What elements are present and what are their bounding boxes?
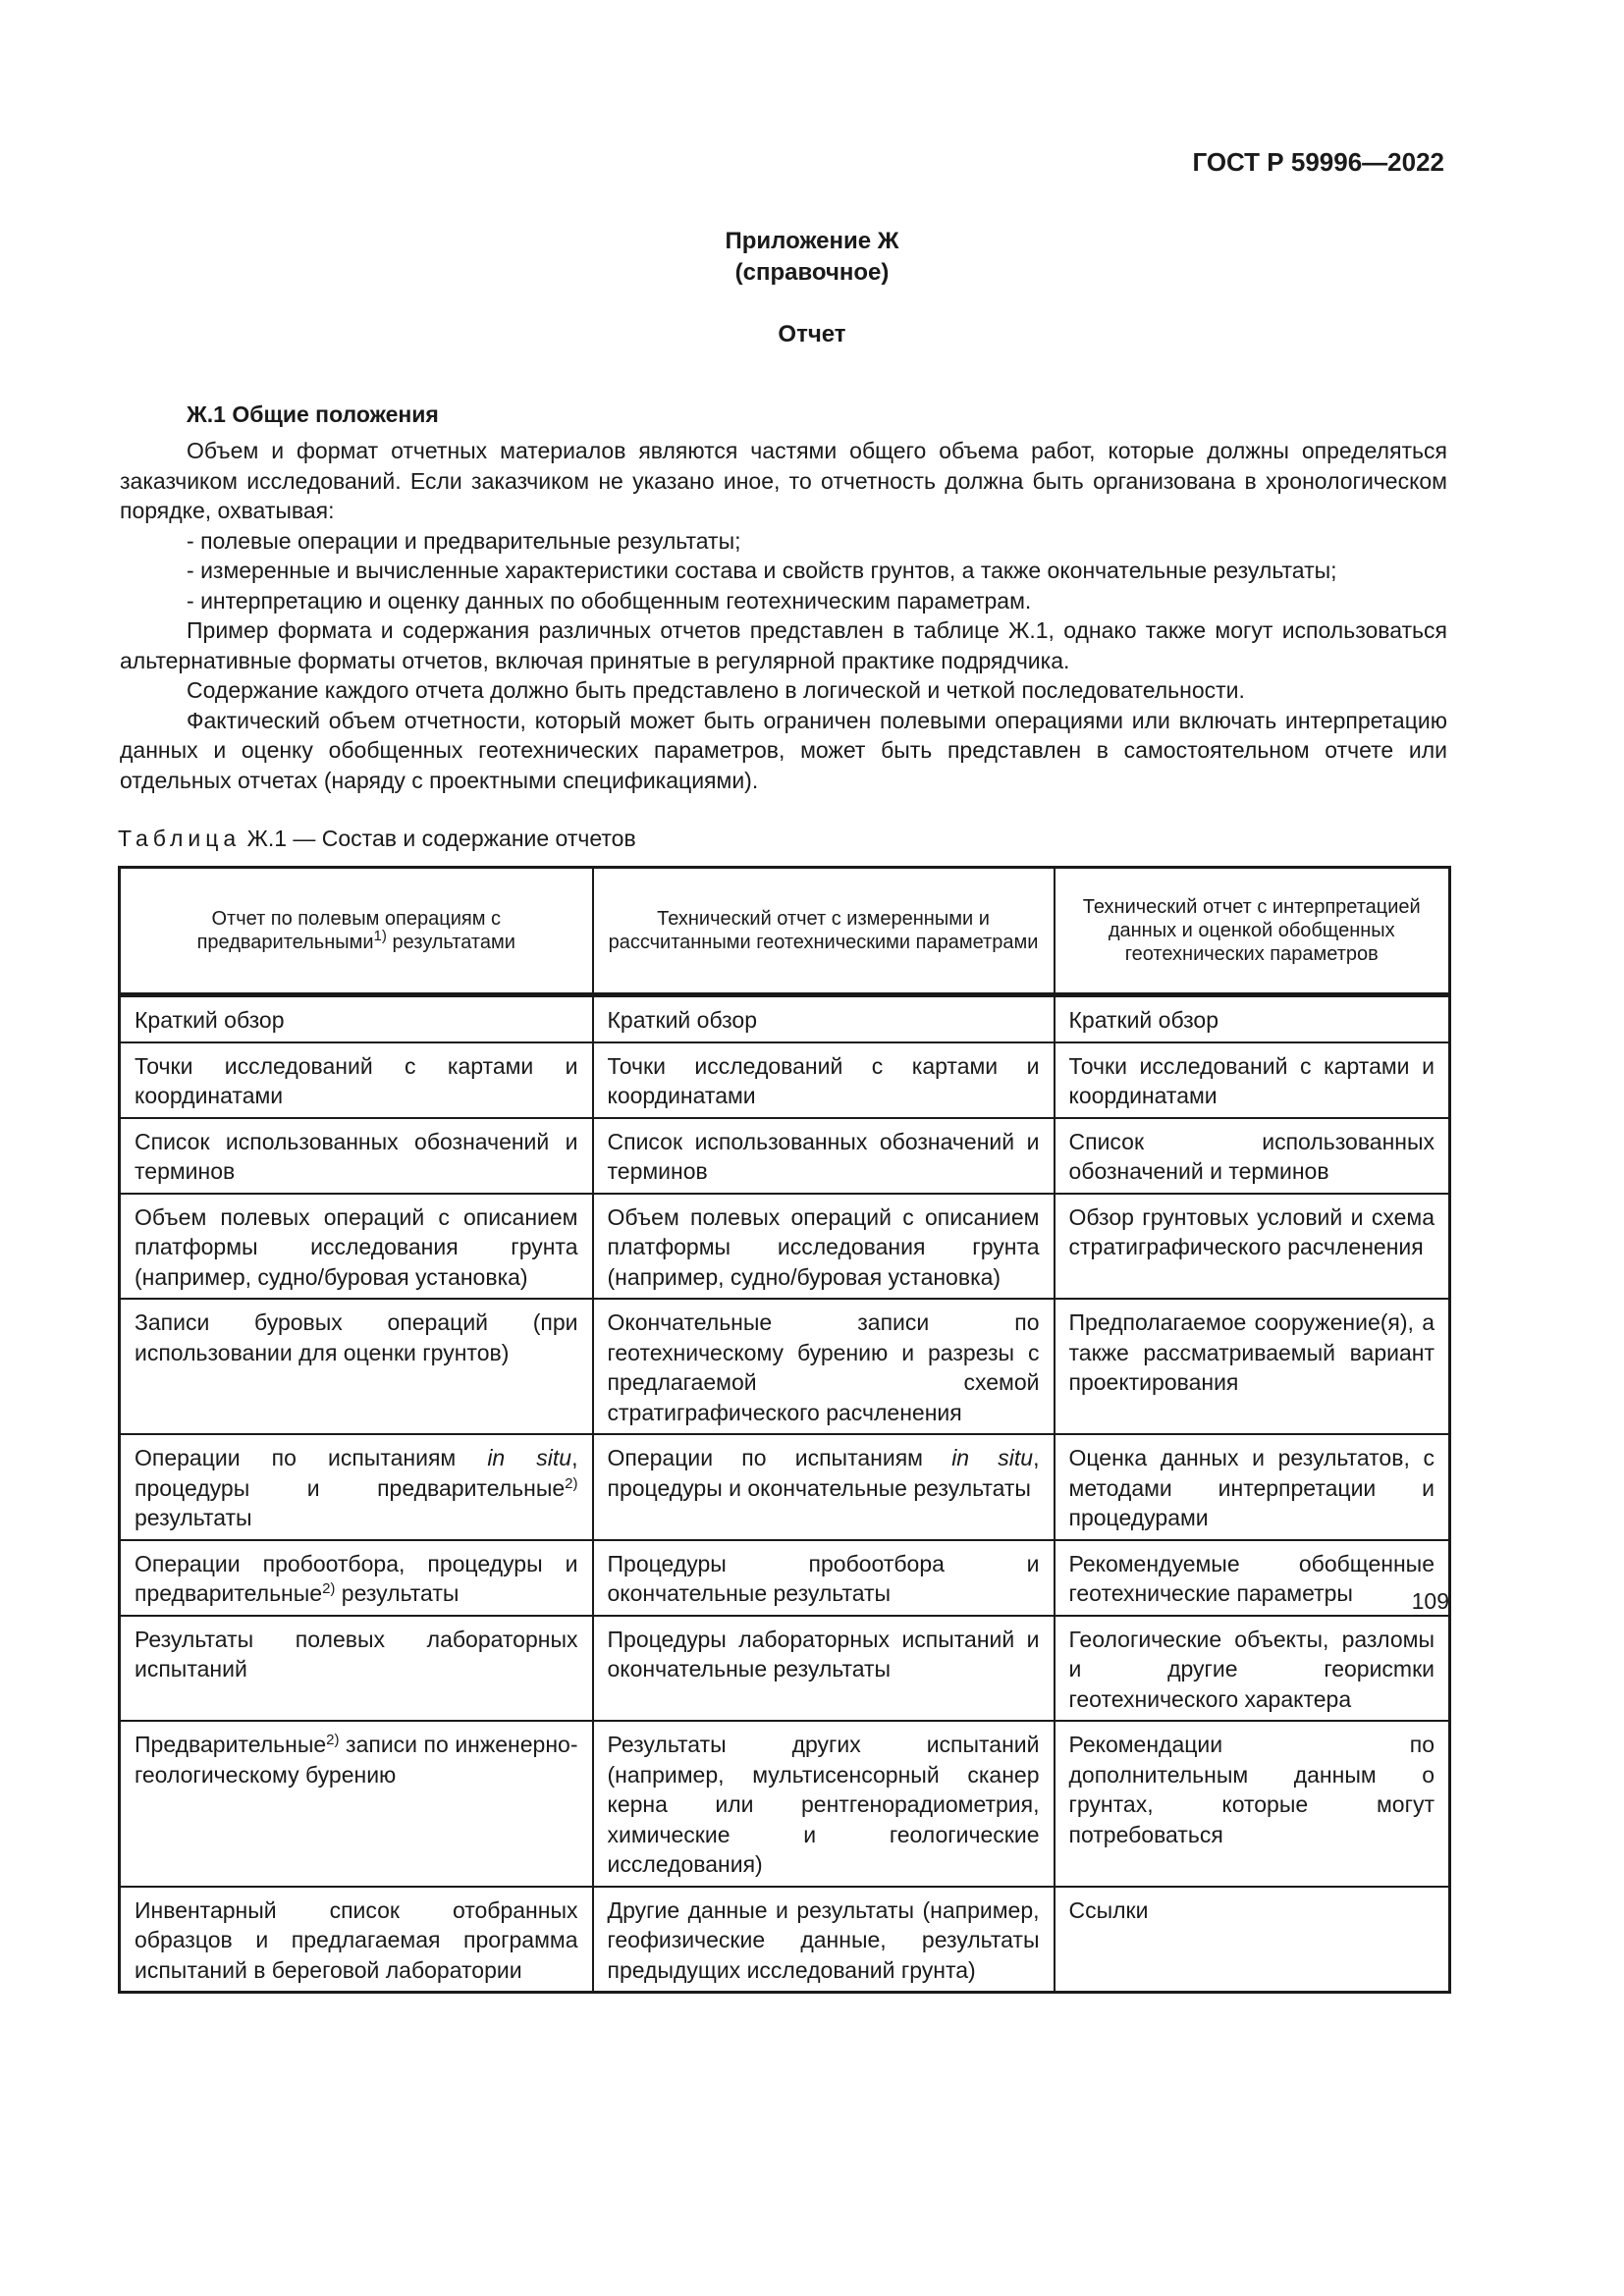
table-row — [120, 1042, 1450, 1118]
table-cell: Обзор грунтовых условий и схема стратиграфического расчленения — [1055, 1194, 1450, 1300]
table-caption — [118, 826, 636, 852]
table-cell: Список использованных обозначений и терминов — [120, 1118, 593, 1194]
appendix-title: Приложение Ж — [725, 228, 899, 254]
list-item: - полевые операции и предварительные результаты; — [120, 526, 1447, 557]
table-cell: Точки исследований с картами и координатами — [1055, 1042, 1450, 1118]
table-cell: Точки исследований с картами и координатами — [593, 1042, 1055, 1118]
appendix-subtitle: (справочное) — [734, 259, 890, 286]
table-row — [120, 995, 1450, 1042]
table-header-row — [120, 868, 1450, 995]
table-cell: Краткий обзор — [593, 995, 1055, 1042]
table-row — [120, 1118, 1450, 1194]
paragraph: Фактический объем отчетности, который может быть ограничен полевыми операциями или включать интерпретацию данных и оценку обобщенных геотехнических параметров, может быть представлен в самостоятельном отчете или отдельных отчетах (наряду с проектными спецификациями). — [120, 707, 1447, 793]
table-row — [120, 1887, 1450, 1993]
table-cell: Другие данные и результаты (например, геофизические данные, результаты предыдущих исследований грунта) — [593, 1887, 1055, 1993]
table-cell: Ссылки — [1055, 1887, 1450, 1993]
table-cell: Операции по испытаниям in situ, процедуры и предварительные$^{2)}$ результаты — [120, 1434, 593, 1540]
table-caption-label: Таблица — [118, 826, 242, 851]
column-header-interpretation-report: Технический отчет с интерпретацией данных и оценкой обобщенных геотехнических параметров — [1055, 868, 1450, 995]
section-body — [120, 436, 1447, 795]
table-cell: Объем полевых операций с описанием платформы исследования грунта (например, судно/буровая установка) — [120, 1194, 593, 1300]
table-row — [120, 1299, 1450, 1434]
table-cell: Список использованных обозначений и терминов — [1055, 1118, 1450, 1194]
table-row — [120, 1434, 1450, 1540]
column-header-technical-report: Технический отчет с измеренными и рассчитанными геотехническими параметрами — [593, 868, 1055, 995]
table-row — [120, 1540, 1450, 1616]
table-cell: Процедуры лабораторных испытаний и окончательные результаты — [593, 1616, 1055, 1722]
table-row — [120, 1616, 1450, 1722]
section-heading: Ж.1 Общие положения — [187, 401, 439, 427]
table-cell: Результаты полевых лабораторных испытаний — [120, 1616, 593, 1722]
table-cell: Краткий обзор — [120, 995, 593, 1042]
bullet-list — [120, 526, 1447, 616]
appendix-heading — [0, 226, 1624, 289]
table-cell: Оценка данных и результатов, с методами интерпретации и процедурами — [1055, 1434, 1450, 1540]
table-cell: Геологические объекты, разломы и другие георисmки геотехнического характера — [1055, 1616, 1450, 1722]
table-cell: Точки исследований с картами и координатами — [120, 1042, 593, 1118]
table-cell: Рекомендуемые обобщенные геотехнические параметры — [1055, 1540, 1450, 1616]
table-cell: Операции пробоотбора, процедуры и предварительные$^{2)}$ результаты — [120, 1540, 593, 1616]
paragraph: Пример формата и содержания различных отчетов представлен в таблице Ж.1, однако также могут использоваться альтернативные форматы отчетов, включая принятые в регулярной практике подрядчика. — [120, 617, 1447, 673]
list-item: - интерпретацию и оценку данных по обобщенным геотехническим параметрам. — [120, 586, 1447, 616]
table-cell: Рекомендации по дополнительным данным о грунтах, которые могут потребоваться — [1055, 1721, 1450, 1887]
paragraph: Содержание каждого отчета должно быть представлено в логической и четкой последовательности. — [187, 677, 1245, 703]
appendix-name: Отчет — [778, 321, 846, 347]
table-cell: Инвентарный список отобранных образцов и предлагаемая программа испытаний в береговой лаборатории — [120, 1887, 593, 1993]
table-row — [120, 1194, 1450, 1300]
table-caption-text: Ж.1 — Состав и содержание отчетов — [246, 826, 636, 851]
table-cell: Операции по испытаниям in situ, процедуры и окончательные результаты — [593, 1434, 1055, 1540]
table-cell: Предполагаемое сооружение(я), а также рассматриваемый вариант проектирования — [1055, 1299, 1450, 1434]
page-number: 109 — [1411, 1588, 1449, 1614]
table-cell: Процедуры пробоотбора и окончательные результаты — [593, 1540, 1055, 1616]
table-cell: Краткий обзор — [1055, 995, 1450, 1042]
document-code: ГОСТ Р 59996—2022 — [1192, 147, 1444, 177]
reports-table — [118, 866, 1451, 1994]
table-cell: Окончательные записи по геотехническому бурению и разрезы с предлагаемой схемой стратиграфического расчленения — [593, 1299, 1055, 1434]
table-cell: Предварительные$^{2)}$ записи по инженерно-геологическому бурению — [120, 1721, 593, 1887]
table-cell: Объем полевых операций с описанием платформы исследования грунта (например, судно/буровая установка) — [593, 1194, 1055, 1300]
column-header-field-report: Отчет по полевым операциям с предварительными$^{1)}$ результатами — [120, 868, 593, 995]
table-cell: Результаты других испытаний (например, мультисенсорный сканер керна или рентгенорадиометрия, химические и геологические исследования) — [593, 1721, 1055, 1887]
paragraph-intro: Объем и формат отчетных материалов являются частями общего объема работ, которые должны определяться заказчиком исследований. Если заказчиком не указано иное, то отчетность должна быть организована в хронологическом порядке, охватывая: — [120, 438, 1447, 523]
table-cell: Записи буровых операций (при использовании для оценки грунтов) — [120, 1299, 593, 1434]
table-cell: Список использованных обозначений и терминов — [593, 1118, 1055, 1194]
list-item: - измеренные и вычисленные характеристики состава и свойств грунтов, а также окончательные результаты; — [120, 556, 1447, 586]
table-row — [120, 1721, 1450, 1887]
